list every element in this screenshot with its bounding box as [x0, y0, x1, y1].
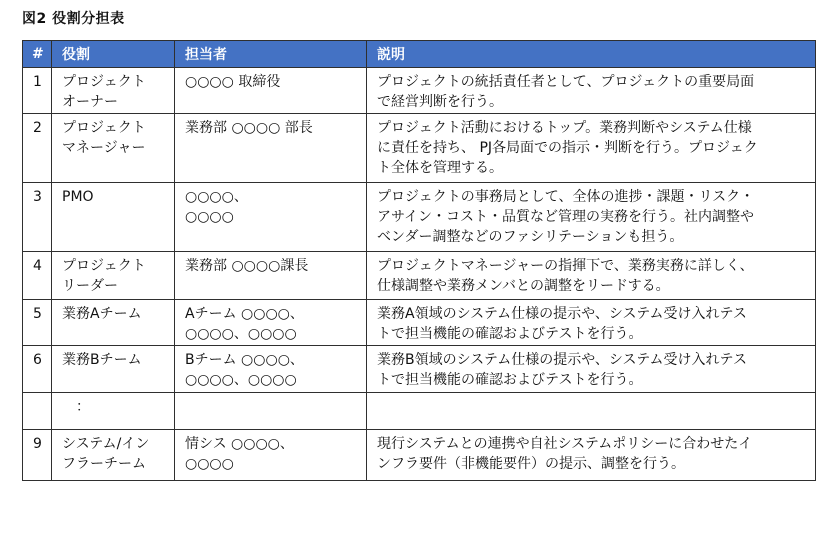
cell-role: プロジェクト マネージャー	[52, 114, 175, 183]
table-row	[23, 346, 816, 393]
cell-description: 業務B領域のシステム仕様の提示や、システム受け入れテス トで担当機能の確認およびテストを行う。	[367, 346, 816, 393]
cell-number: 9	[23, 430, 52, 481]
header-description: 説明	[367, 41, 816, 68]
cell-person: ○○○○、 ○○○○	[175, 183, 367, 252]
cell-number: 2	[23, 114, 52, 183]
cell-person: 情シス ○○○○、 ○○○○	[175, 430, 367, 481]
table-row	[23, 68, 816, 114]
cell-role: プロジェクト オーナー	[52, 68, 175, 114]
cell-person: 業務部 ○○○○課長	[175, 252, 367, 300]
cell-description: プロジェクトの事務局として、全体の進捗・課題・リスク・ アサイン・コスト・品質など管理の実務を行う。社内調整や ベンダー調整などのファシリテーションも担う。	[367, 183, 816, 252]
cell-number: 3	[23, 183, 52, 252]
cell-person	[175, 393, 367, 430]
cell-description: プロジェクトの統括責任者として、プロジェクトの重要局面 で経営判断を行う。	[367, 68, 816, 114]
cell-role: PMO	[52, 183, 175, 252]
cell-role: プロジェクト リーダー	[52, 252, 175, 300]
table-row	[23, 183, 816, 252]
cell-person: ○○○○ 取締役	[175, 68, 367, 114]
cell-number: 1	[23, 68, 52, 114]
table-row	[23, 393, 816, 430]
header-role: 役割	[52, 41, 175, 68]
cell-number	[23, 393, 52, 430]
cell-description: 業務A領域のシステム仕様の提示や、システム受け入れテス トで担当機能の確認およびテストを行う。	[367, 300, 816, 346]
cell-role: ：	[52, 393, 175, 430]
cell-role: 業務Bチーム	[52, 346, 175, 393]
cell-number: 4	[23, 252, 52, 300]
cell-description: プロジェクトマネージャーの指揮下で、業務実務に詳しく、 仕様調整や業務メンバとの調整をリードする。	[367, 252, 816, 300]
table-header-row	[23, 41, 816, 68]
table-row	[23, 300, 816, 346]
cell-role: 業務Aチーム	[52, 300, 175, 346]
role-assignment-table	[22, 40, 816, 481]
cell-number: 5	[23, 300, 52, 346]
cell-description	[367, 393, 816, 430]
cell-number: 6	[23, 346, 52, 393]
figure-caption: 図2 役割分担表	[22, 11, 125, 27]
cell-role: システム/イン フラーチーム	[52, 430, 175, 481]
table-row	[23, 252, 816, 300]
cell-person: Bチーム ○○○○、 ○○○○、○○○○	[175, 346, 367, 393]
header-person: 担当者	[175, 41, 367, 68]
table-row	[23, 114, 816, 183]
cell-person: Aチーム ○○○○、 ○○○○、○○○○	[175, 300, 367, 346]
cell-description: 現行システムとの連携や自社システムポリシーに合わせたイ ンフラ要件（非機能要件）の提示、調整を行う。	[367, 430, 816, 481]
cell-description: プロジェクト活動におけるトップ。業務判断やシステム仕様 に責任を持ち、 PJ各局面での指示・判断を行う。プロジェク ト全体を管理する。	[367, 114, 816, 183]
cell-person: 業務部 ○○○○ 部長	[175, 114, 367, 183]
header-number: #	[23, 41, 52, 68]
table-row	[23, 430, 816, 481]
